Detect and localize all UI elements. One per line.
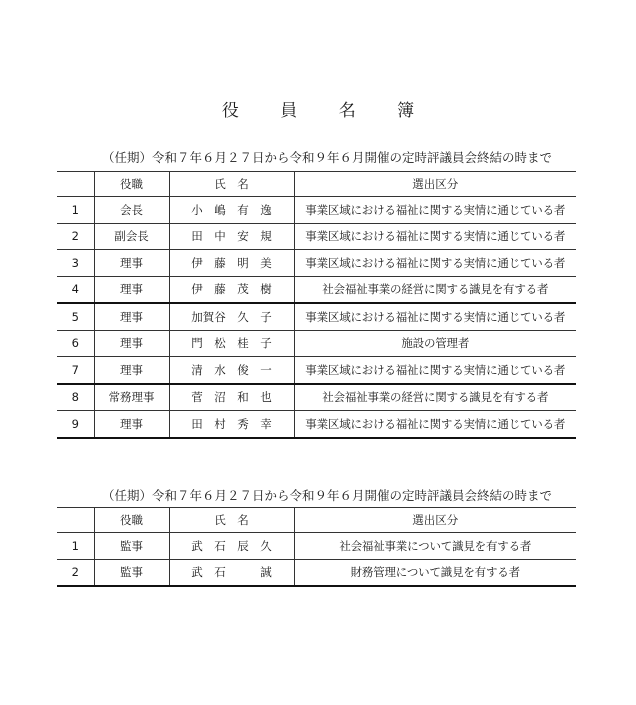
table-row [57, 411, 576, 438]
cell-role: 監事 [94, 559, 169, 586]
cell-role: 理事 [94, 330, 169, 357]
cell-role: 理事 [94, 250, 169, 277]
cell-selection: 事業区域における福祉に関する実情に通じている者 [294, 223, 576, 250]
cell-no: 2 [57, 223, 94, 250]
cell-selection: 財務管理について識見を有する者 [294, 559, 576, 586]
cell-name: 武 石 辰 久 [169, 533, 294, 560]
header-name: 氏 名 [169, 172, 294, 197]
table-row [57, 197, 576, 224]
table-row [57, 357, 576, 384]
cell-selection: 事業区域における福祉に関する実情に通じている者 [294, 357, 576, 384]
cell-name: 武 石 誠 [169, 559, 294, 586]
table-row [57, 276, 576, 303]
cell-name: 伊 藤 茂 樹 [169, 276, 294, 303]
header-name: 氏 名 [169, 508, 294, 533]
table-header-row [57, 172, 576, 197]
term-note: （任期）令和７年６月２７日から令和９年６月開催の定時評議員会終結の時まで [102, 488, 553, 503]
header-selection: 選出区分 [294, 172, 576, 197]
cell-selection: 社会福祉事業について識見を有する者 [294, 533, 576, 560]
table-row [57, 250, 576, 277]
cell-no: 8 [57, 384, 94, 411]
officer-table [57, 171, 576, 439]
cell-role: 理事 [94, 303, 169, 330]
cell-role: 理事 [94, 357, 169, 384]
cell-selection: 社会福祉事業の経営に関する識見を有する者 [294, 384, 576, 411]
cell-no: 4 [57, 276, 94, 303]
header-selection: 選出区分 [294, 508, 576, 533]
auditor-table [57, 507, 576, 587]
cell-role: 会長 [94, 197, 169, 224]
cell-name: 菅 沼 和 也 [169, 384, 294, 411]
header-role: 役職 [94, 508, 169, 533]
cell-role: 理事 [94, 276, 169, 303]
cell-name: 加賀谷 久 子 [169, 303, 294, 330]
cell-role: 常務理事 [94, 384, 169, 411]
cell-selection: 事業区域における福祉に関する実情に通じている者 [294, 411, 576, 438]
table-header-row [57, 508, 576, 533]
cell-name: 田 村 秀 幸 [169, 411, 294, 438]
cell-no: 3 [57, 250, 94, 277]
table-row [57, 559, 576, 586]
header-no [57, 172, 94, 197]
table-row [57, 303, 576, 330]
cell-role: 監事 [94, 533, 169, 560]
cell-no: 9 [57, 411, 94, 438]
cell-no: 1 [57, 533, 94, 560]
cell-name: 伊 藤 明 美 [169, 250, 294, 277]
table-row [57, 533, 576, 560]
cell-selection: 事業区域における福祉に関する実情に通じている者 [294, 303, 576, 330]
header-role: 役職 [94, 172, 169, 197]
cell-name: 田 中 安 規 [169, 223, 294, 250]
cell-name: 小 嶋 有 逸 [169, 197, 294, 224]
cell-role: 副会長 [94, 223, 169, 250]
cell-no: 5 [57, 303, 94, 330]
term-note: （任期）令和７年６月２７日から令和９年６月開催の定時評議員会終結の時まで [102, 150, 553, 165]
cell-selection: 社会福祉事業の経営に関する識見を有する者 [294, 276, 576, 303]
cell-no: 2 [57, 559, 94, 586]
cell-no: 6 [57, 330, 94, 357]
page-title: 役 員 名 簿 [221, 101, 433, 121]
cell-selection: 事業区域における福祉に関する実情に通じている者 [294, 197, 576, 224]
cell-role: 理事 [94, 411, 169, 438]
table-row [57, 223, 576, 250]
cell-selection: 事業区域における福祉に関する実情に通じている者 [294, 250, 576, 277]
header-no [57, 508, 94, 533]
table-row [57, 384, 576, 411]
cell-name: 門 松 桂 子 [169, 330, 294, 357]
cell-no: 1 [57, 197, 94, 224]
cell-name: 清 水 俊 一 [169, 357, 294, 384]
cell-selection: 施設の管理者 [294, 330, 576, 357]
table-row [57, 330, 576, 357]
cell-no: 7 [57, 357, 94, 384]
